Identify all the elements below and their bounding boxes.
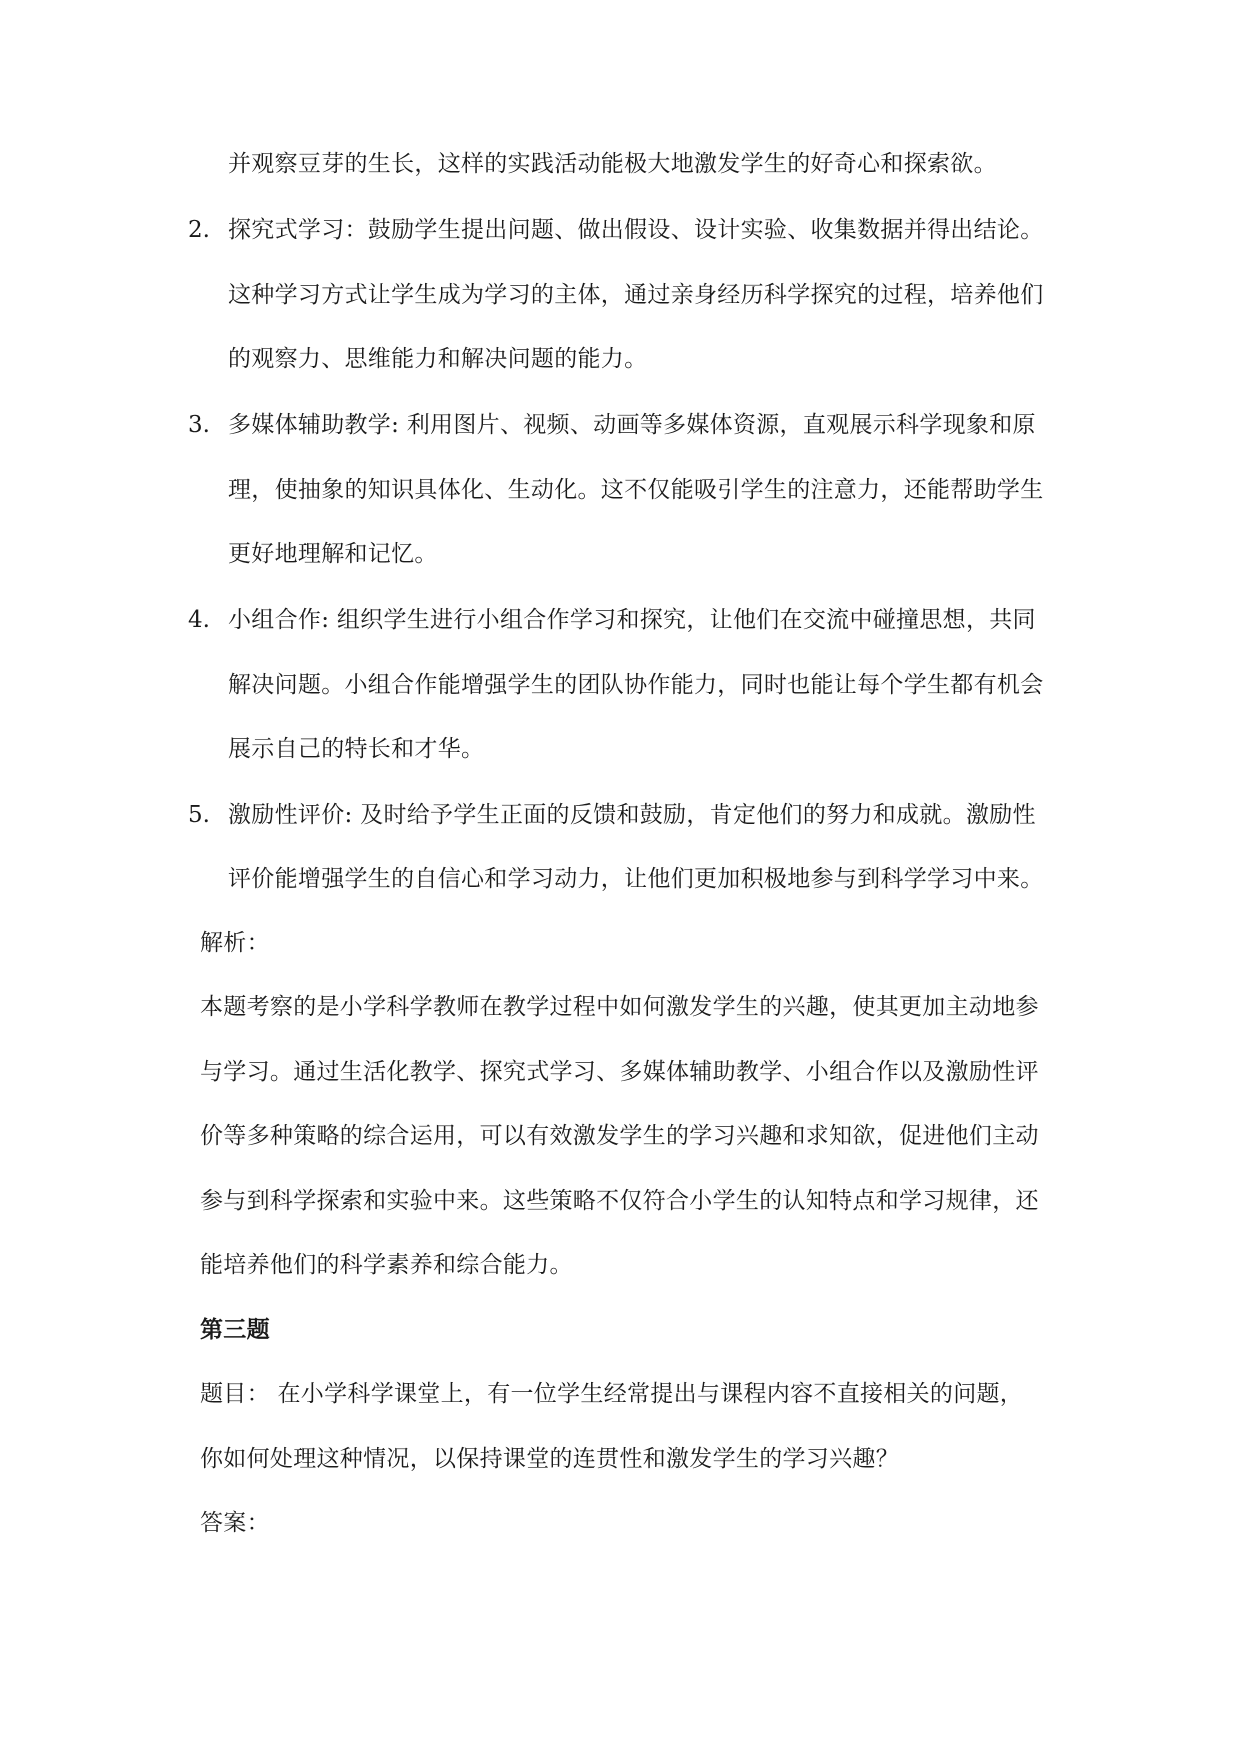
analysis-line: 能培养他们的科学素养和综合能力。	[200, 1252, 573, 1278]
list-item-line: 探究式学习：鼓励学生提出问题、做出假设、设计实验、收集数据并得出结论。	[228, 217, 1044, 243]
question-line: 你如何处理这种情况，以保持课堂的连贯性和激发学生的学习兴趣？	[200, 1446, 899, 1472]
list-item-line: 小组合作: 组织学生进行小组合作学习和探究，让他们在交流中碰撞思想，共同	[228, 607, 1036, 633]
list-item-number: 2.	[188, 217, 210, 243]
list-item-number: 5.	[188, 802, 210, 828]
list-item-line: 展示自己的特长和才华。	[228, 736, 485, 762]
list-item-line: 更好地理解和记忆。	[228, 541, 438, 567]
list-item-number: 4.	[188, 607, 210, 633]
list-item-line: 的观察力、思维能力和解决问题的能力。	[228, 346, 648, 372]
list-item-line: 激励性评价: 及时给予学生正面的反馈和鼓励，肯定他们的努力和成就。激励性	[228, 802, 1036, 828]
list-item-line: 评价能增强学生的自信心和学习动力，让他们更加积极地参与到科学学习中来。	[228, 866, 1044, 892]
answer-label: 答案：	[200, 1510, 270, 1536]
intro-continuation-line: 并观察豆芽的生长，这样的实践活动能极大地激发学生的好奇心和探索欲。	[228, 151, 997, 177]
list-item-line: 解决问题。小组合作能增强学生的团队协作能力，同时也能让每个学生都有机会	[228, 672, 1044, 698]
section-title: 第三题	[200, 1316, 270, 1343]
analysis-line: 本题考察的是小学科学教师在教学过程中如何激发学生的兴趣，使其更加主动地参	[200, 994, 1039, 1020]
analysis-line: 参与到科学探索和实验中来。这些策略不仅符合小学生的认知特点和学习规律，还	[200, 1188, 1039, 1214]
analysis-line: 价等多种策略的综合运用，可以有效激发学生的学习兴趣和求知欲，促进他们主动	[200, 1123, 1039, 1149]
analysis-label: 解析：	[200, 930, 270, 956]
list-item-line: 这种学习方式让学生成为学习的主体，通过亲身经历科学探究的过程，培养他们	[228, 282, 1044, 308]
analysis-line: 与学习。通过生活化教学、探究式学习、多媒体辅助教学、小组合作以及激励性评	[200, 1059, 1039, 1085]
list-item-line: 多媒体辅助教学: 利用图片、视频、动画等多媒体资源，直观展示科学现象和原	[228, 412, 1036, 438]
list-item-number: 3.	[188, 412, 210, 438]
list-item-line: 理，使抽象的知识具体化、生动化。这不仅能吸引学生的注意力，还能帮助学生	[228, 477, 1044, 503]
question-line: 题目： 在小学科学课堂上，有一位学生经常提出与课程内容不直接相关的问题，	[200, 1381, 1024, 1407]
